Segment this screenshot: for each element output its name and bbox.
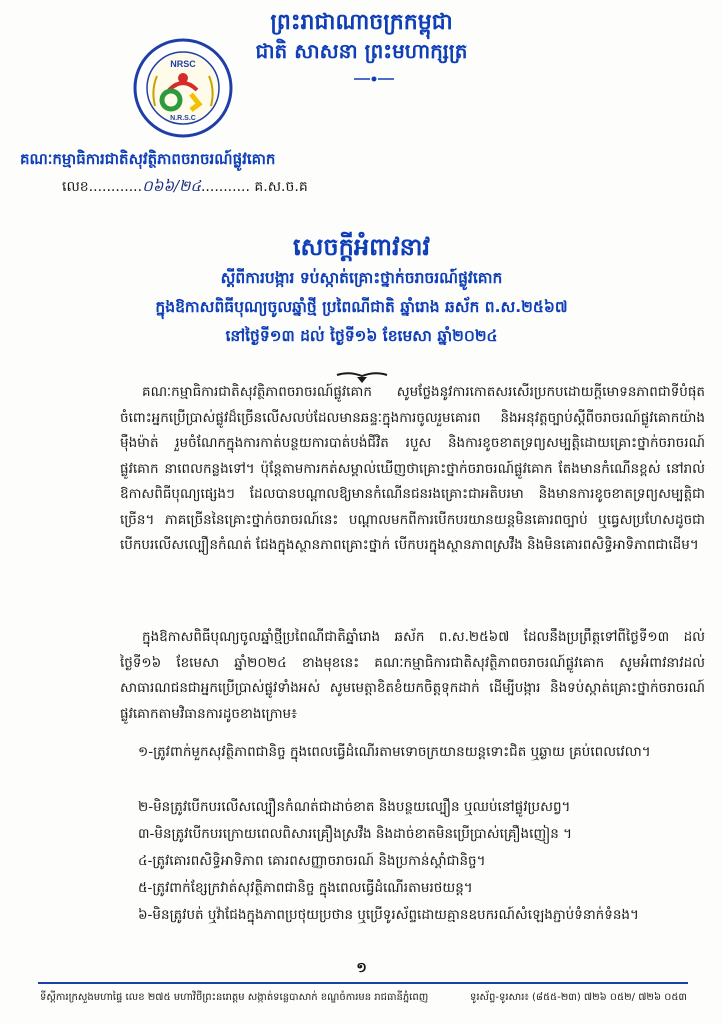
reference-number: ០៦៦/២៤ <box>142 177 201 195</box>
logo-bottom-text: N.R.S.C <box>170 115 196 122</box>
measure-item-1: ១-ត្រូវពាក់មួកសុវត្ថិភាពជានិច្ច ក្នុងពេលធ្វើដំណើរតាមទោចក្រយានយន្តទោះជិត ឬឆ្ងាយ គ្រប់ពេលវេលា។ <box>138 744 651 760</box>
page-number: ១ <box>356 960 367 976</box>
paragraph-1: គណៈកម្មាធិការជាតិសុវត្ថិភាពចរាចរណ៍ផ្លូវគោក សូមថ្លែងនូវការកោតសរសើរប្រកបដោយក្តីមោទនភាពជាទីបំផុត ចំពោះអ្នកប្រើប្រាស់ផ្លូវដ៏ច្រើនលើសលប់ដែលមានឆន្ទៈក្នុងការចូលរួមគោរព និងអនុវត្តច្បាប់ស្តីពីចរាចរណ៍ផ្លូវគោកយ៉ាងម៉ឺងម៉ាត់ រួមចំណែកក្នុងការកាត់បន្ថយការបាត់បង់ជីវិត របួស និងការខូចខាតទ្រព្យសម្បត្តិដោយគ្រោះថ្នាក់ចរាចរណ៍ផ្លូវគោក នាពេលកន្លងទៅ។ ប៉ុន្តែតាមការកត់សម្គាល់ឃើញថាគ្រោះថ្នាក់ចរាចរណ៍ផ្លូវគោក តែងមានកំណើនខ្ពស់ នៅរាល់ឱកាសពិធីបុណ្យផ្សេងៗ ដែលបានបណ្តាលឱ្យមានកំណើនជនរងគ្រោះជាអតិបរមា និងមានការខូចខាតទ្រព្យសម្បត្តិជាច្រើន។ ភាគច្រើននៃគ្រោះថ្នាក់ចរាចរណ៍នេះ បណ្តាលមកពីការបើកបរយានយន្តមិនគោរពច្បាប់ ឬធ្វេសប្រហែសដូចជា បើកបរលើសល្បឿនកំណត់ ជែងក្នុងស្ថានភាពគ្រោះថ្នាក់ បើកបរក្នុងស្ថានភាពស្រវឹង និងមិនគោរពសិទ្ធិអាទិភាពជាដើម។ <box>120 384 705 553</box>
nation-religion-king-motto: ជាតិ សាសនា ព្រះមហាក្សត្រ <box>255 39 468 63</box>
measure-item-2: ២-មិនត្រូវបើកបរលើសល្បឿនកំណត់ជាដាច់ខាត និងបន្ថយល្បឿន ឬឈប់នៅផ្លូវប្រសព្វ។ <box>138 799 571 815</box>
measure-item-6: ៦-មិនត្រូវបត់ ឬវ៉ាជែងក្នុងភាពប្រថុយប្រថាន ឬប្រើទូរស័ព្ទដោយគ្មានឧបករណ៍សំឡេងភ្ជាប់ទំនាក់ទំនង។ <box>138 907 639 923</box>
measure-item-5: ៥-ត្រូវពាក់ខ្សែក្រវាត់សុវត្ថិភាពជានិច្ច ក្នុងពេលធ្វើដំណើរតាមរថយន្ត។ <box>138 880 473 896</box>
document-subtitle-3: នៅថ្ងៃទី១៣ ដល់ ថ្ងៃទី១៦ ខែមេសា ឆ្នាំ២០២៤ <box>225 327 498 345</box>
logo-center-text: NRSC <box>170 59 196 69</box>
measure-item-4: ៤-ត្រូវគោរពសិទ្ធិអាទិភាព គោរពសញ្ញាចរាចរណ៍ និងប្រកាន់ស្តាំជានិច្ច។ <box>138 853 486 869</box>
measure-item-3: ៣-មិនត្រូវបើកបរក្រោយពេលពិសារគ្រឿងស្រវឹង និងដាច់ខាតមិនប្រើប្រាស់គ្រឿងញៀន ។ <box>138 826 573 842</box>
reference-dots-right: ........... <box>200 179 250 195</box>
paragraph-2: ក្នុងឱកាសពិធីបុណ្យចូលឆ្នាំថ្មីប្រពៃណីជាតិឆ្នាំរោង ឆស័ក ព.ស.២៥៦៧ ដែលនឹងប្រព្រឹត្តទៅពីថ្ងៃទី១៣ ដល់ថ្ងៃទី១៦ ខែមេសា ឆ្នាំ២០២៤ ខាងមុខនេះ គណៈកម្មាធិការជាតិសុវត្ថិភាពចរាចរណ៍ផ្លូវគោក សូមអំពាវនាវដល់សាធារណជនជាអ្នកប្រើប្រាស់ផ្លូវទាំងអស់ សូមមេត្តាខិតខំយកចិត្តទុកដាក់ ដើម្បីបង្ការ និងទប់ស្កាត់គ្រោះថ្នាក់ចរាចរណ៍ផ្លូវគោកតាមវិធានការដូចខាងក្រោម៖ <box>120 629 705 722</box>
footer-divider <box>38 982 688 984</box>
footer-phone: ទូរស័ព្ទ-ទូរសារ៖ (៨៥៥-២៣) ៧២៦ ០៥២/ ៧២៦ ០៥៣ <box>470 992 687 1003</box>
reference-line <box>62 177 308 199</box>
reference-dots-left: ............ <box>88 179 143 195</box>
committee-name: គណៈកម្មាធិការជាតិសុវត្ថិភាពចរាចរណ៍ផ្លូវគោក <box>20 150 276 168</box>
reference-label: លេខ <box>62 179 89 195</box>
document-subtitle-1: ស្តីពីការបង្ការ ទប់ស្កាត់គ្រោះថ្នាក់ចរាចរណ៍ផ្លូវគោក <box>220 269 503 287</box>
nrsc-emblem-icon <box>133 38 233 138</box>
document-subtitle-2: ក្នុងឱកាសពិធីបុណ្យចូលឆ្នាំថ្មី ប្រពៃណីជាតិ ឆ្នាំរោង ឆស័ក ព.ស.២៥៦៧ <box>155 298 568 316</box>
footer-address: ទីស្តីការក្រសួងមហាផ្ទៃ លេខ ២៧៥ មហាវិថីព្រះនរោត្តម សង្កាត់ទន្លេបាសាក់ ខណ្ឌចំការមន រាជធានីភ្នំពេញ <box>40 992 429 1003</box>
reference-suffix: គ.ស.ច.គ <box>254 179 308 195</box>
nrsc-logo <box>133 38 233 138</box>
motto-divider-ornament <box>352 75 396 83</box>
document-title: សេចក្តីអំពាវនាវ <box>292 233 431 261</box>
kingdom-motto: ព្រះរាជាណាចក្រកម្ពុជា <box>270 10 453 35</box>
